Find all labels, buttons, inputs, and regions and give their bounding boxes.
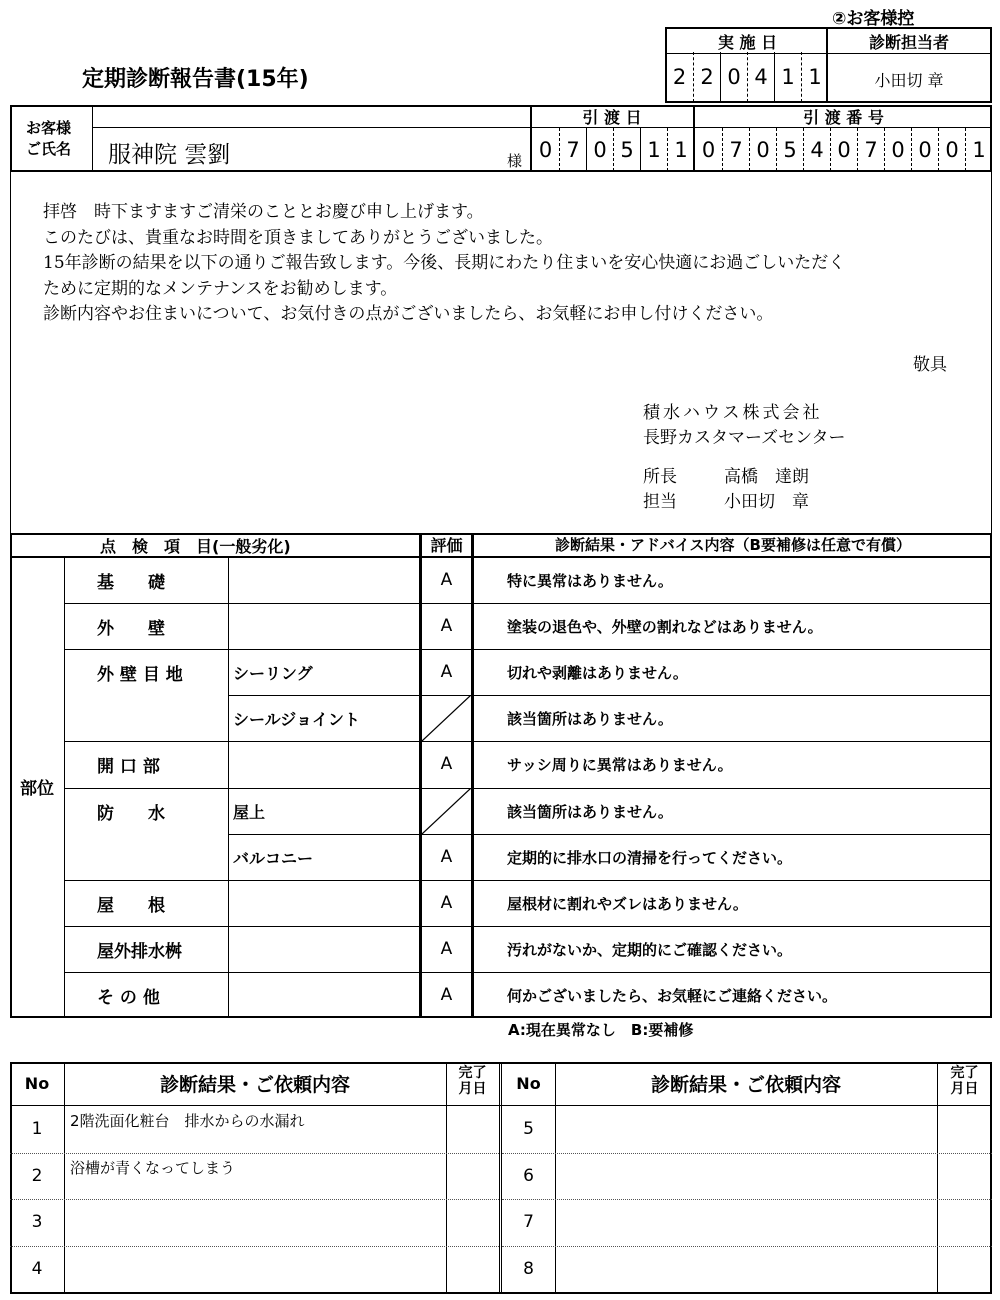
- inspection-rating: A: [440, 846, 453, 867]
- digit-cell: 2: [672, 65, 687, 89]
- row-divider: [228, 695, 992, 696]
- director-title: 所長: [643, 467, 677, 487]
- inspection-result: 屋根材に割れやズレはありません。: [507, 894, 748, 913]
- digit-cell: 7: [559, 128, 586, 171]
- handover-date-label: 引 渡 日: [582, 108, 642, 127]
- digit-cell: 1: [965, 128, 992, 171]
- inspection-result: 切れや剥離はありません。: [507, 664, 688, 683]
- request-number: 4: [31, 1258, 43, 1279]
- digit-cell: 2: [693, 52, 720, 102]
- inspection-subitem: 屋上: [233, 802, 266, 822]
- inspection-rating: A: [440, 754, 453, 775]
- digit-cell: 0: [586, 128, 613, 171]
- digit-cell: 1: [801, 52, 828, 102]
- requests-header-no-right: No: [516, 1074, 541, 1093]
- inspection-result: 何かございましたら、お気軽にご連絡ください。: [507, 986, 838, 1005]
- inspection-subitem: バルコニー: [233, 848, 314, 868]
- request-content: 2階洗面化粧台 排水からの水漏れ: [70, 1112, 305, 1130]
- inspector-box: [828, 27, 992, 103]
- requests-header-content-left: 診断結果・ご依頼内容: [159, 1074, 350, 1096]
- letter-line: ために定期的なメンテナンスをお勧めします。: [43, 278, 398, 299]
- inspection-item: 外 壁: [97, 619, 165, 640]
- director-name: 高橋 達朗: [724, 467, 809, 487]
- row-divider: [502, 1246, 992, 1247]
- row-divider: [10, 1153, 499, 1154]
- letter-line: このたびは、貴重なお時間を頂きましてありがとうございました。: [43, 227, 553, 248]
- customer-name: 服神院 雲劉: [108, 142, 231, 168]
- request-number: 2: [31, 1165, 43, 1186]
- inspection-item: 屋外排水桝: [97, 941, 182, 962]
- page-title: 定期診断報告書(15年): [82, 67, 309, 92]
- request-content: 浴槽が青くなってしまう: [70, 1158, 236, 1177]
- digit-cell: 5: [776, 128, 803, 171]
- request-number: 3: [31, 1212, 43, 1233]
- digit-cell: 7: [722, 128, 749, 171]
- digit-cell: 0: [701, 137, 716, 162]
- inspection-header-result: 診断結果・アドバイス内容（B要補修は任意で有償）: [555, 536, 911, 554]
- digit-cell: 0: [538, 137, 553, 162]
- request-number: 8: [523, 1258, 534, 1279]
- inspection-result: 汚れがないか、定期的にご確認ください。: [507, 940, 793, 959]
- staff-name: 小田切 章: [724, 492, 809, 512]
- row-divider: [64, 649, 992, 650]
- letter-line: 15年診断の結果を以下の通りご報告致します。今後、長期にわたり住まいを安心快適にお過ごしいただく: [43, 253, 846, 273]
- inspection-result: 該当箇所はありません。: [507, 802, 673, 821]
- inspection-item: そ の 他: [97, 987, 160, 1008]
- inspection-header-rating: 評価: [430, 536, 463, 555]
- inspection-rating: A: [440, 892, 453, 913]
- inspection-rating: A: [440, 938, 453, 959]
- letter-closing: 敬具: [913, 355, 947, 375]
- inspection-result: 塗装の退色や、外壁の割れなどはありません。: [507, 618, 823, 637]
- request-number: 6: [523, 1165, 534, 1186]
- request-number: 7: [523, 1212, 534, 1233]
- inspection-result: サッシ周りに異常はありません。: [507, 756, 733, 775]
- inspection-item: 防 水: [97, 803, 165, 824]
- digit-cell: 7: [857, 128, 884, 171]
- row-divider: [10, 1199, 499, 1200]
- inspection-subitem: シールジョイント: [233, 710, 360, 730]
- not-applicable-slash-icon: [422, 695, 471, 741]
- digit-cell: 4: [747, 52, 774, 102]
- row-divider: [502, 1199, 992, 1200]
- requests-header-done-left: 完了 月日: [458, 1065, 487, 1097]
- copy-label: ②お客様控: [832, 9, 915, 29]
- request-number: 1: [31, 1119, 43, 1140]
- digit-cell: 1: [774, 52, 801, 102]
- company-name: 積水ハウス株式会社: [643, 403, 823, 423]
- inspection-header-item: 点 検 項 目(一般劣化): [100, 537, 291, 556]
- requests-header-no-left: No: [24, 1074, 50, 1093]
- inspector-name: 小田切 章: [874, 70, 944, 90]
- letter-line: 拝啓 時下ますますご清栄のこととお慶び申し上げます。: [43, 202, 484, 222]
- inspection-section-label: 部位: [20, 779, 54, 799]
- request-number: 5: [523, 1119, 534, 1140]
- row-divider: [10, 1246, 499, 1247]
- row-divider: [64, 926, 992, 927]
- row-divider: [228, 834, 992, 835]
- digit-cell: 1: [640, 128, 667, 171]
- row-divider: [64, 788, 992, 789]
- letter-line: 診断内容やお住まいについて、お気付きの点がございましたら、お気軽にお申し付けください。: [43, 304, 774, 324]
- customer-honorific: 様: [507, 152, 523, 170]
- customer-label-line2: ご氏名: [26, 140, 72, 158]
- row-divider: [64, 741, 992, 742]
- not-applicable-slash-icon: [422, 788, 471, 834]
- inspection-item: 開 口 部: [97, 757, 160, 778]
- handover-number-label: 引 渡 番 号: [803, 108, 884, 127]
- digit-cell: 0: [720, 52, 747, 102]
- inspection-item: 外 壁 目 地: [97, 665, 183, 686]
- digit-cell: 0: [938, 128, 965, 171]
- center-name: 長野カスタマーズセンター: [643, 428, 846, 448]
- inspection-item: 屋 根: [97, 895, 165, 916]
- digit-cell: 0: [830, 128, 857, 171]
- digit-cell: 1: [667, 128, 694, 171]
- row-divider: [502, 1153, 992, 1154]
- inspection-date-label: 実 施 日: [717, 32, 778, 52]
- row-divider: [64, 880, 992, 881]
- inspection-rating: A: [440, 984, 453, 1005]
- inspection-subitem: シーリング: [233, 664, 313, 684]
- row-divider: [64, 972, 992, 973]
- digit-cell: 0: [749, 128, 776, 171]
- staff-title: 担当: [643, 492, 677, 512]
- inspection-result: 該当箇所はありません。: [507, 710, 673, 729]
- customer-label-line1: お客様: [26, 119, 72, 137]
- inspection-result: 特に異常はありません。: [507, 572, 673, 590]
- requests-header-done-right: 完了 月日: [950, 1065, 979, 1097]
- digit-cell: 0: [884, 128, 911, 171]
- inspection-rating: A: [440, 616, 453, 637]
- inspection-legend: A:現在異常なし B:要補修: [508, 1021, 694, 1039]
- requests-header-content-right: 診断結果・ご依頼内容: [650, 1074, 841, 1096]
- inspection-rating: A: [440, 570, 453, 591]
- inspection-item: 基 礎: [97, 573, 165, 593]
- inspection-result: 定期的に排水口の清掃を行ってください。: [507, 848, 793, 867]
- digit-cell: 0: [911, 128, 938, 171]
- digit-cell: 4: [803, 128, 830, 171]
- letter-body: [43, 200, 845, 328]
- digit-cell: 5: [613, 128, 640, 171]
- row-divider: [64, 603, 992, 604]
- inspection-rating: A: [440, 662, 453, 683]
- inspector-label: 診断担当者: [868, 32, 949, 52]
